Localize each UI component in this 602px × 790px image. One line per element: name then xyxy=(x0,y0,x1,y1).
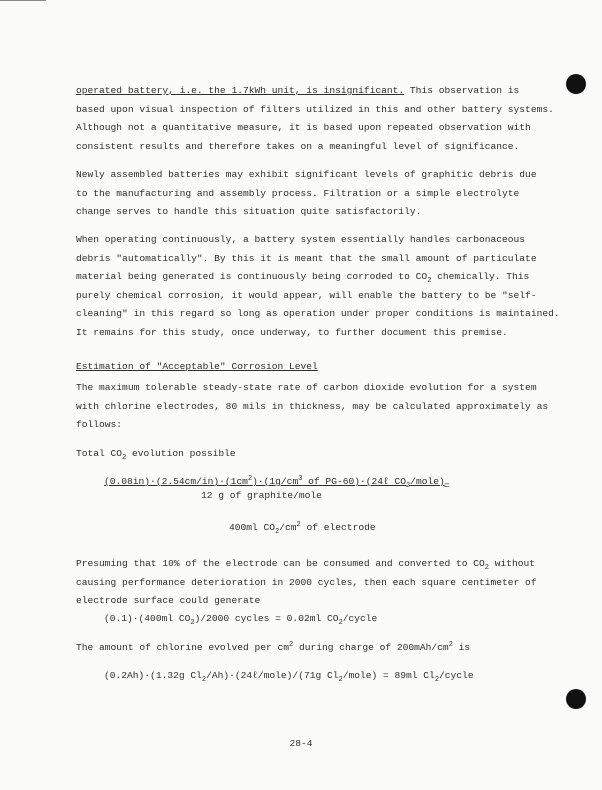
paragraph-1: operated battery, i.e. the 1.7kWh unit, is insignificant. This observation is based upon visual inspection of filters utilized in this and other battery systems. Although not a quantitative measure, it is based upon repeated observation with consistent results and therefore takes on a meaningful level of significance. xyxy=(76,85,554,152)
total-co2-label: Total $CO_2$ evolution possible xyxy=(76,448,236,462)
section-intro: The maximum tolerable steady-state rate of carbon dioxide evolution for a system with chlorine electrodes, 80 mils in thickness, may be calculated approximately as follows: xyxy=(76,382,549,431)
punch-hole-bottom xyxy=(566,689,586,709)
page-number: 28-4 xyxy=(289,738,313,749)
chlorine-sentence: The amount of chlorine evolved per $cm^2$ during charge of $200mAh/cm^2$ is xyxy=(76,641,471,653)
co2-per-area-result: 400ml $CO_2/cm^2$ of electrode xyxy=(229,521,376,536)
paragraph-3: When operating continuously, a battery system essentially handles carbonaceous debris "automatically". By this it is meant that the small amount of particulate material being generated is continuously being corroded to $CO_2$ chemically. This purely chemical corrosion, it would appear, will enable the battery to be "self- cleaning" in this regard so long as operation under proper conditions is maintained. It remains for this study, once underway, to further document this premise. xyxy=(76,234,560,338)
punch-hole-top xyxy=(566,74,586,94)
section-heading: Estimation of "Acceptable" Corrosion Level xyxy=(76,361,318,372)
scan-edge-line xyxy=(0,0,46,1)
fraction-equals: = xyxy=(444,480,450,491)
paragraph-2: Newly assembled batteries may exhibit significant levels of graphitic debris due to the manufacturing and assembly process. Filtration or a simple electrolyte change serves to handle this situation quite satisfactorily. xyxy=(76,169,537,218)
co2-per-cycle-equation: (0.1)·(400ml $CO_2)/2000$ cycles = 0.02ml $CO_2$/cycle xyxy=(104,613,378,627)
paragraph-4: Presuming that 10% of the electrode can be consumed and converted to $CO_2$ without causing performance deterioration in 2000 cycles, then each square centimeter of electrode surface could generate xyxy=(76,558,537,607)
chlorine-per-cycle-equation: (0.2Ah)·(1.32g $Cl_2/Ah)\cdot(24\ell/mole)/(71g$ $Cl_2/mole) = 89ml$ $Cl_2$/cycle xyxy=(104,670,474,684)
fraction-denominator: 12 g of graphite/mole xyxy=(201,490,322,501)
fraction-numerator: $(0.08in)\cdot(2.54cm/in)\cdot(1cm^2)\cdot(1g/cm^3$ of PG-60)·(24ℓ $CO_2/mole$) xyxy=(104,475,445,490)
underlined-statement: operated battery, i.e. the 1.7kWh unit, is insignificant. xyxy=(76,85,405,96)
